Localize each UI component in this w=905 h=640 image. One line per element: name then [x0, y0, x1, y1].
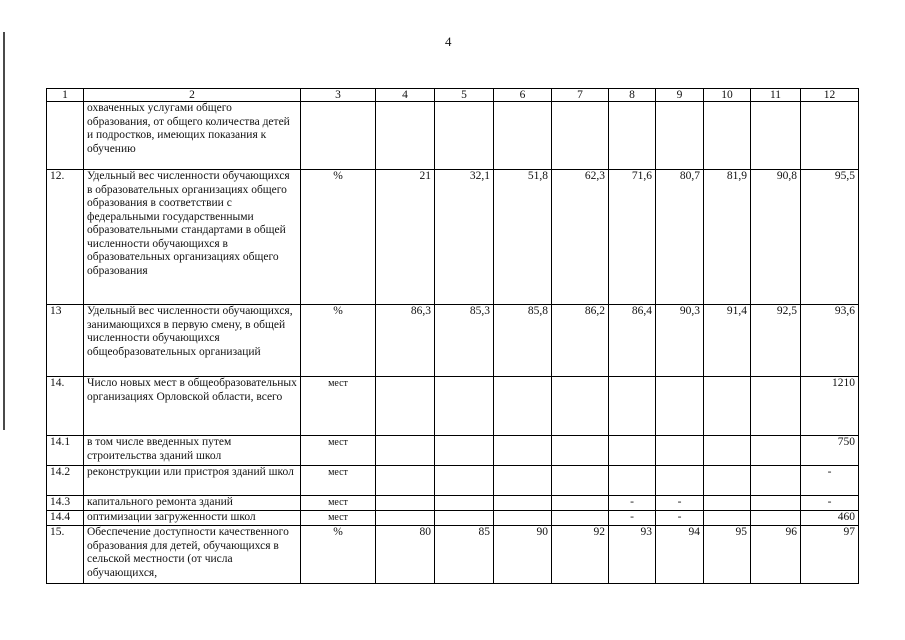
- value-cell: [552, 436, 609, 466]
- table-row: [47, 466, 859, 496]
- value-cell: 95: [704, 526, 751, 584]
- table-row: [47, 102, 859, 170]
- value-cell: 92,5: [751, 305, 801, 377]
- value-cell: [435, 102, 494, 170]
- indicator-name: реконструкции или пристроя зданий школ: [84, 466, 301, 496]
- value-cell: 21: [376, 170, 435, 305]
- row-number: 12.: [47, 170, 84, 305]
- value-cell: -: [609, 496, 656, 511]
- indicator-name: капитального ремонта зданий: [84, 496, 301, 511]
- value-cell: -: [801, 466, 859, 496]
- column-header: 1: [47, 89, 84, 102]
- column-header: 11: [751, 89, 801, 102]
- value-cell: -: [656, 496, 704, 511]
- unit-cell: мест: [301, 466, 376, 496]
- column-header: 10: [704, 89, 751, 102]
- value-cell: [656, 102, 704, 170]
- value-cell: 90: [494, 526, 552, 584]
- column-header: 9: [656, 89, 704, 102]
- unit-cell: [301, 102, 376, 170]
- value-cell: -: [656, 511, 704, 526]
- value-cell: [552, 496, 609, 511]
- value-cell: 85,8: [494, 305, 552, 377]
- row-number: 14.2: [47, 466, 84, 496]
- unit-cell: %: [301, 305, 376, 377]
- value-cell: [609, 102, 656, 170]
- value-cell: [494, 102, 552, 170]
- table-row: [47, 305, 859, 377]
- table-row: [47, 511, 859, 526]
- value-cell: [801, 102, 859, 170]
- column-header: 4: [376, 89, 435, 102]
- value-cell: 93,6: [801, 305, 859, 377]
- value-cell: 71,6: [609, 170, 656, 305]
- value-cell: [435, 496, 494, 511]
- value-cell: [656, 466, 704, 496]
- value-cell: [704, 511, 751, 526]
- column-header: 3: [301, 89, 376, 102]
- unit-cell: мест: [301, 511, 376, 526]
- value-cell: 80: [376, 526, 435, 584]
- value-cell: [609, 466, 656, 496]
- indicator-name: оптимизации загруженности школ: [84, 511, 301, 526]
- table-row: [47, 436, 859, 466]
- indicators-table: [46, 88, 859, 584]
- value-cell: [376, 436, 435, 466]
- value-cell: [376, 466, 435, 496]
- value-cell: 81,9: [704, 170, 751, 305]
- value-cell: 96: [751, 526, 801, 584]
- unit-cell: мест: [301, 436, 376, 466]
- value-cell: [704, 102, 751, 170]
- value-cell: [751, 377, 801, 436]
- table-row: [47, 377, 859, 436]
- value-cell: [435, 511, 494, 526]
- value-cell: [704, 496, 751, 511]
- value-cell: [494, 377, 552, 436]
- row-number: 14.: [47, 377, 84, 436]
- value-cell: [704, 436, 751, 466]
- value-cell: [704, 377, 751, 436]
- row-number: 14.3: [47, 496, 84, 511]
- indicator-name: Удельный вес численности обучающихся в образовательных организациях общего образования в соответствии с федеральными государственными образовательными стандартами в общей численности обучающихся в образовательных организациях общего образования: [84, 170, 301, 305]
- value-cell: 95,5: [801, 170, 859, 305]
- value-cell: [376, 496, 435, 511]
- table-row: [47, 526, 859, 584]
- table-row: [47, 170, 859, 305]
- column-header: 2: [84, 89, 301, 102]
- value-cell: [494, 466, 552, 496]
- column-header: 7: [552, 89, 609, 102]
- column-number-row: [47, 89, 859, 102]
- value-cell: [376, 377, 435, 436]
- value-cell: [435, 466, 494, 496]
- row-number: 15.: [47, 526, 84, 584]
- value-cell: [552, 511, 609, 526]
- value-cell: [609, 377, 656, 436]
- column-header: 12: [801, 89, 859, 102]
- value-cell: 80,7: [656, 170, 704, 305]
- value-cell: [609, 436, 656, 466]
- value-cell: 62,3: [552, 170, 609, 305]
- indicator-name: охваченных услугами общего образования, от общего количества детей и подростков, имеющих показания к обучению: [84, 102, 301, 170]
- page-number: 4: [445, 34, 452, 49]
- column-header: 8: [609, 89, 656, 102]
- value-cell: 97: [801, 526, 859, 584]
- value-cell: 1210: [801, 377, 859, 436]
- value-cell: [751, 102, 801, 170]
- value-cell: [494, 436, 552, 466]
- value-cell: [376, 511, 435, 526]
- row-number: 13: [47, 305, 84, 377]
- value-cell: [704, 466, 751, 496]
- value-cell: 90,8: [751, 170, 801, 305]
- value-cell: [552, 466, 609, 496]
- value-cell: [751, 466, 801, 496]
- indicator-name: Удельный вес численности обучающихся, занимающихся в первую смену, в общей численности обучающихся общеобразовательных организаций: [84, 305, 301, 377]
- value-cell: [751, 436, 801, 466]
- value-cell: 86,3: [376, 305, 435, 377]
- value-cell: 90,3: [656, 305, 704, 377]
- value-cell: [552, 102, 609, 170]
- value-cell: 86,2: [552, 305, 609, 377]
- indicator-name: Обеспечение доступности качественного образования для детей, обучающихся в сельской местности (от числа обучающихся,: [84, 526, 301, 584]
- indicator-name: в том числе введенных путем строительства зданий школ: [84, 436, 301, 466]
- column-header: 6: [494, 89, 552, 102]
- value-cell: 51,8: [494, 170, 552, 305]
- unit-cell: %: [301, 526, 376, 584]
- table-row: [47, 496, 859, 511]
- value-cell: 91,4: [704, 305, 751, 377]
- value-cell: 460: [801, 511, 859, 526]
- value-cell: 92: [552, 526, 609, 584]
- value-cell: 85,3: [435, 305, 494, 377]
- value-cell: 93: [609, 526, 656, 584]
- unit-cell: %: [301, 170, 376, 305]
- unit-cell: мест: [301, 496, 376, 511]
- value-cell: 86,4: [609, 305, 656, 377]
- row-number: 14.1: [47, 436, 84, 466]
- value-cell: 750: [801, 436, 859, 466]
- value-cell: [751, 511, 801, 526]
- value-cell: [435, 436, 494, 466]
- column-header: 5: [435, 89, 494, 102]
- value-cell: [656, 377, 704, 436]
- value-cell: [552, 377, 609, 436]
- row-number: 14.4: [47, 511, 84, 526]
- value-cell: 32,1: [435, 170, 494, 305]
- indicator-name: Число новых мест в общеобразовательных организациях Орловской области, всего: [84, 377, 301, 436]
- value-cell: 85: [435, 526, 494, 584]
- value-cell: -: [801, 496, 859, 511]
- value-cell: [751, 496, 801, 511]
- value-cell: [494, 496, 552, 511]
- unit-cell: мест: [301, 377, 376, 436]
- value-cell: [656, 436, 704, 466]
- value-cell: [494, 511, 552, 526]
- value-cell: [376, 102, 435, 170]
- value-cell: [435, 377, 494, 436]
- value-cell: 94: [656, 526, 704, 584]
- row-number: [47, 102, 84, 170]
- margin-rule: [3, 32, 5, 430]
- value-cell: -: [609, 511, 656, 526]
